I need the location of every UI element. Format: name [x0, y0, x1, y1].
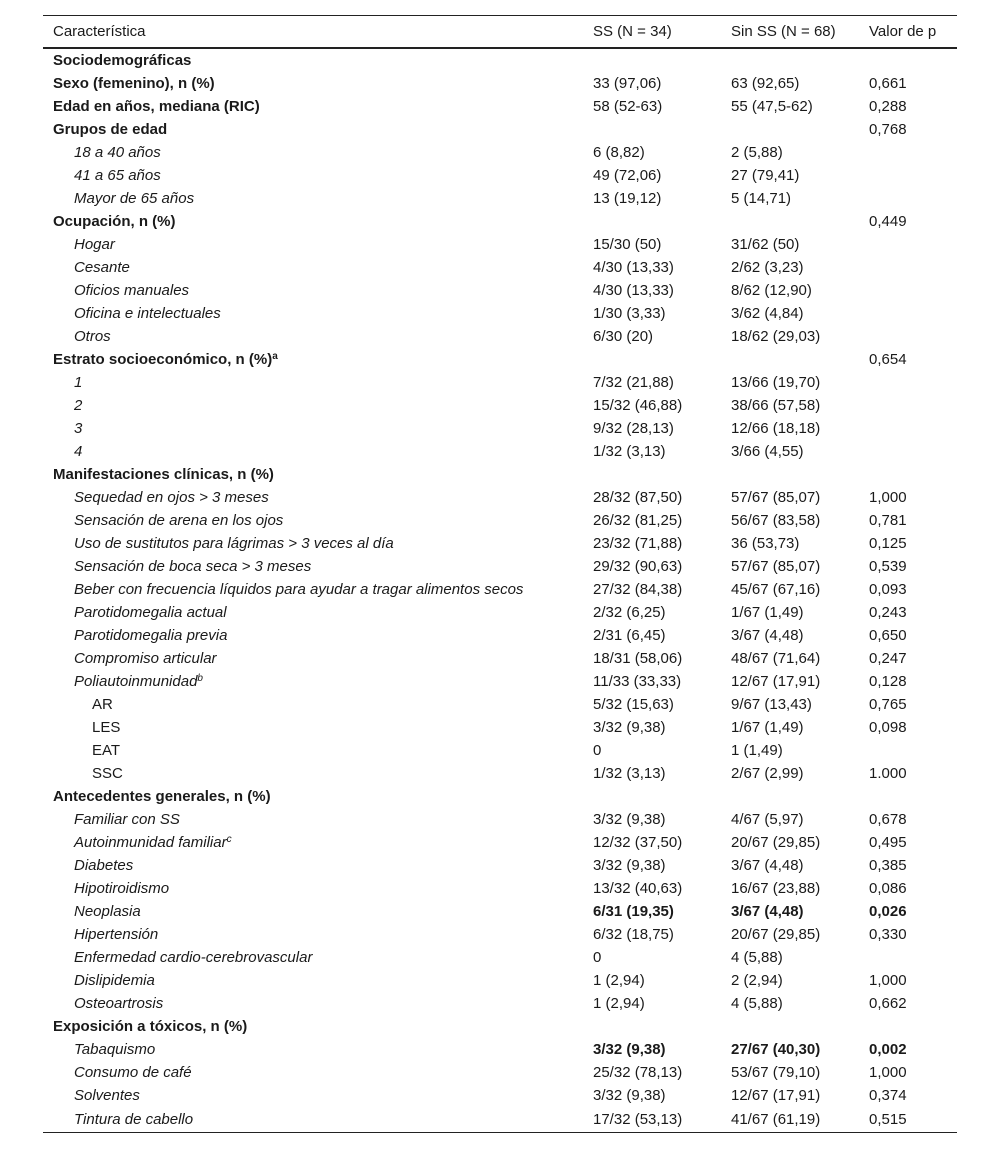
table-row	[43, 716, 957, 739]
sin-ss-value: 12/66 (18,18)	[731, 419, 821, 437]
sin-ss-value: 36 (53,73)	[731, 534, 800, 552]
table-body	[43, 48, 957, 1133]
sin-ss-value	[721, 1015, 859, 1038]
ss-value: 7/32 (21,88)	[593, 373, 674, 391]
table-row	[43, 808, 957, 831]
row-label-cell	[43, 716, 583, 739]
row-label-cell	[43, 118, 583, 141]
sin-ss-value: 57/67 (85,07)	[731, 557, 821, 575]
table-row	[43, 693, 957, 716]
p-value	[859, 785, 957, 808]
ss-value: 0	[593, 741, 602, 759]
p-value: 0,781	[869, 511, 907, 529]
p-value	[859, 739, 957, 762]
table-row	[43, 831, 957, 854]
ss-value: 0	[593, 948, 602, 966]
row-label-cell	[43, 1084, 583, 1107]
sin-ss-value: 4 (5,88)	[731, 948, 783, 966]
sin-ss-value: 12/67 (17,91)	[731, 672, 821, 690]
row-label-cell	[43, 647, 583, 670]
sin-ss-value: 4/67 (5,97)	[731, 810, 804, 828]
sin-ss-value: 27/67 (40,30)	[731, 1040, 821, 1058]
ss-value: 28/32 (87,50)	[593, 488, 683, 506]
sin-ss-value: 20/67 (29,85)	[731, 925, 821, 943]
row-label-cell	[43, 877, 583, 900]
row-label: Familiar con SS	[74, 810, 180, 828]
row-label: Consumo de café	[74, 1063, 192, 1081]
row-label: Solventes	[74, 1086, 140, 1104]
row-label: Parotidomegalia previa	[74, 626, 228, 644]
table-row	[43, 946, 957, 969]
row-label: Estrato socioeconómico, n (%)	[53, 350, 273, 368]
ss-value: 1/32 (3,13)	[593, 764, 666, 782]
sin-ss-value: 41/67 (61,19)	[721, 1107, 859, 1133]
sin-ss-value: 2 (5,88)	[731, 143, 783, 161]
row-label: Tabaquismo	[74, 1040, 156, 1058]
row-label: Osteoartrosis	[74, 994, 164, 1012]
row-label-cell	[43, 164, 583, 187]
ss-value: 3/32 (9,38)	[593, 810, 666, 828]
row-label-cell	[43, 141, 583, 164]
table-row	[43, 279, 957, 302]
table-row	[43, 118, 957, 141]
row-label: Mayor de 65 años	[74, 189, 195, 207]
ss-value: 2/31 (6,45)	[593, 626, 666, 644]
sin-ss-value: 2 (2,94)	[731, 971, 783, 989]
p-value: 0,661	[869, 74, 907, 92]
ss-value: 3/32 (9,38)	[593, 1086, 666, 1104]
table-row	[43, 854, 957, 877]
row-label-cell	[43, 486, 583, 509]
table-row	[43, 1107, 957, 1133]
row-label-cell	[43, 762, 583, 785]
row-label: Neoplasia	[74, 902, 141, 920]
row-label-cell	[43, 923, 583, 946]
p-value	[859, 233, 957, 256]
ss-value	[583, 785, 721, 808]
table-row	[43, 601, 957, 624]
table-row	[43, 1015, 957, 1038]
row-label: Compromiso articular	[74, 649, 217, 667]
table-row	[43, 992, 957, 1015]
ss-value: 25/32 (78,13)	[593, 1063, 683, 1081]
row-label: Sexo (femenino), n (%)	[53, 74, 215, 92]
p-value: 0,125	[869, 534, 907, 552]
table-row	[43, 486, 957, 509]
ss-value: 11/33 (33,33)	[593, 672, 682, 690]
table-row	[43, 1038, 957, 1061]
table-row	[43, 1084, 957, 1107]
row-label: Beber con frecuencia líquidos para ayudar a tragar alimentos secos	[74, 580, 524, 598]
p-value: 0,768	[869, 120, 907, 138]
ss-value: 3/32 (9,38)	[593, 1040, 666, 1058]
p-value: 0,650	[869, 626, 907, 644]
sin-ss-value: 3/67 (4,48)	[731, 856, 804, 874]
table-row	[43, 187, 957, 210]
ss-value: 26/32 (81,25)	[593, 511, 683, 529]
sin-ss-value: 53/67 (79,10)	[731, 1063, 821, 1081]
ss-value	[583, 118, 721, 141]
ss-value	[583, 463, 721, 486]
sin-ss-value: 8/62 (12,90)	[731, 281, 812, 299]
row-label-cell	[43, 1107, 583, 1133]
sin-ss-value: 27 (79,41)	[731, 166, 800, 184]
row-label: Autoinmunidad familiar	[74, 833, 227, 851]
row-label-cell	[43, 831, 583, 854]
p-value: 0,515	[859, 1107, 957, 1133]
row-label: 1	[74, 373, 83, 391]
table-row	[43, 164, 957, 187]
table-row	[43, 325, 957, 348]
row-label-cell	[43, 785, 583, 808]
ss-value: 1/32 (3,13)	[593, 442, 666, 460]
sin-ss-value: 5 (14,71)	[731, 189, 792, 207]
sin-ss-value	[721, 348, 859, 371]
row-label-cell	[43, 440, 583, 463]
row-label-cell	[43, 555, 583, 578]
row-label: Grupos de edad	[53, 120, 168, 138]
row-label: Hipotiroidismo	[74, 879, 170, 897]
p-value: 0,449	[869, 212, 907, 230]
table-row	[43, 900, 957, 923]
sin-ss-value: 1/67 (1,49)	[731, 718, 804, 736]
row-label: Oficina e intelectuales	[74, 304, 221, 322]
sin-ss-value: 3/67 (4,48)	[731, 626, 804, 644]
sin-ss-value: 20/67 (29,85)	[731, 833, 821, 851]
ss-value: 13 (19,12)	[593, 189, 662, 207]
sin-ss-value: 56/67 (83,58)	[731, 511, 821, 529]
characteristics-table	[43, 15, 957, 1133]
row-label-cell	[43, 325, 583, 348]
p-value: 0,385	[869, 856, 907, 874]
row-label: Hipertensión	[74, 925, 159, 943]
row-label: Parotidomegalia actual	[74, 603, 227, 621]
sin-ss-value	[721, 48, 859, 72]
row-label-cell	[43, 992, 583, 1015]
row-label: Tintura de cabello	[74, 1110, 194, 1128]
row-label: Sensación de arena en los ojos	[74, 511, 284, 529]
sin-ss-value	[721, 463, 859, 486]
p-value	[859, 141, 957, 164]
row-label-cell	[43, 946, 583, 969]
table-row	[43, 762, 957, 785]
ss-value: 29/32 (90,63)	[593, 557, 683, 575]
table-row	[43, 394, 957, 417]
row-label-cell	[43, 371, 583, 394]
row-label: Dislipidemia	[74, 971, 155, 989]
ss-value: 9/32 (28,13)	[593, 419, 674, 437]
table-row	[43, 670, 957, 693]
table-row	[43, 463, 957, 486]
row-label-cell	[43, 1038, 583, 1061]
ss-value: 23/32 (71,88)	[593, 534, 683, 552]
p-value: 1,000	[869, 971, 907, 989]
table-row	[43, 624, 957, 647]
row-label: 3	[74, 419, 83, 437]
sin-ss-value	[721, 785, 859, 808]
p-value	[859, 256, 957, 279]
table-row	[43, 923, 957, 946]
row-label-cell	[43, 417, 583, 440]
table-row	[43, 302, 957, 325]
row-label: Oficios manuales	[74, 281, 190, 299]
p-value: 0,026	[869, 902, 907, 920]
table-row	[43, 1061, 957, 1084]
ss-value: 17/32 (53,13)	[583, 1107, 721, 1133]
row-label-cell	[43, 509, 583, 532]
ss-value: 58 (52-63)	[593, 97, 663, 115]
ss-value: 2/32 (6,25)	[593, 603, 666, 621]
table-row	[43, 417, 957, 440]
row-label: SSC	[92, 764, 123, 782]
table-row	[43, 532, 957, 555]
sin-ss-value: 31/62 (50)	[731, 235, 800, 253]
row-label: EAT	[92, 741, 121, 759]
p-value: 0,678	[869, 810, 907, 828]
p-value: 0,654	[869, 350, 907, 368]
row-label: Sensación de boca seca > 3 meses	[74, 557, 312, 575]
sin-ss-value: 63 (92,65)	[731, 74, 800, 92]
row-label: LES	[92, 718, 121, 736]
row-label-cell	[43, 463, 583, 486]
row-label: Diabetes	[74, 856, 134, 874]
p-value	[859, 394, 957, 417]
row-label-cell	[43, 256, 583, 279]
row-label-cell	[43, 900, 583, 923]
row-label-cell	[43, 969, 583, 992]
p-value	[859, 279, 957, 302]
p-value: 1.000	[869, 764, 907, 782]
p-value	[859, 371, 957, 394]
ss-value: 1/30 (3,33)	[593, 304, 666, 322]
row-label: Enfermedad cardio-cerebrovascular	[74, 948, 313, 966]
table-row	[43, 509, 957, 532]
sin-ss-value: 4 (5,88)	[731, 994, 783, 1012]
table-row	[43, 210, 957, 233]
p-value: 0,093	[869, 580, 907, 598]
header-ss: SS (N = 34)	[583, 16, 721, 48]
row-label: 2	[74, 396, 83, 414]
footnote-marker: b	[197, 672, 203, 684]
header-caracteristica: Característica	[43, 16, 583, 48]
table-row	[43, 95, 957, 118]
table-row	[43, 578, 957, 601]
p-value: 0,765	[869, 695, 907, 713]
row-label: Sociodemográficas	[53, 51, 192, 69]
ss-value: 18/31 (58,06)	[593, 649, 683, 667]
row-label-cell	[43, 72, 583, 95]
ss-value: 6/30 (20)	[593, 327, 654, 345]
table-row	[43, 72, 957, 95]
ss-value	[583, 348, 721, 371]
p-value: 0,662	[869, 994, 907, 1012]
row-label: Sequedad en ojos > 3 meses	[74, 488, 269, 506]
row-label: Hogar	[74, 235, 115, 253]
p-value: 0,128	[869, 672, 907, 690]
sin-ss-value: 18/62 (29,03)	[731, 327, 821, 345]
row-label-cell	[43, 624, 583, 647]
p-value	[859, 48, 957, 72]
ss-value: 1 (2,94)	[593, 971, 645, 989]
row-label-cell	[43, 95, 583, 118]
ss-value: 5/32 (15,63)	[593, 695, 674, 713]
sin-ss-value: 48/67 (71,64)	[731, 649, 821, 667]
p-value: 0,243	[869, 603, 907, 621]
row-label-cell	[43, 279, 583, 302]
row-label-cell	[43, 739, 583, 762]
ss-value	[583, 210, 721, 233]
ss-value	[583, 1015, 721, 1038]
row-label: Cesante	[74, 258, 130, 276]
sin-ss-value	[721, 118, 859, 141]
row-label: Antecedentes generales, n (%)	[53, 787, 271, 805]
row-label-cell	[43, 233, 583, 256]
table-row	[43, 969, 957, 992]
ss-value: 4/30 (13,33)	[593, 281, 674, 299]
row-label: 18 a 40 años	[74, 143, 161, 161]
table-row	[43, 877, 957, 900]
row-label-cell	[43, 187, 583, 210]
row-label: Poliautoinmunidad	[74, 672, 198, 690]
table-row	[43, 785, 957, 808]
table-row	[43, 647, 957, 670]
ss-value: 6/31 (19,35)	[593, 902, 674, 920]
table-header	[43, 16, 957, 48]
p-value	[859, 164, 957, 187]
p-value: 0,098	[869, 718, 907, 736]
table-row	[43, 233, 957, 256]
sin-ss-value: 45/67 (67,16)	[731, 580, 821, 598]
table-row	[43, 371, 957, 394]
table-row	[43, 440, 957, 463]
p-value: 0,086	[869, 879, 907, 897]
p-value	[859, 302, 957, 325]
row-label: 41 a 65 años	[74, 166, 161, 184]
sin-ss-value: 9/67 (13,43)	[731, 695, 812, 713]
sin-ss-value: 13/66 (19,70)	[731, 373, 821, 391]
p-value	[859, 325, 957, 348]
header-valor-p: Valor de p	[859, 16, 957, 48]
ss-value: 4/30 (13,33)	[593, 258, 674, 276]
row-label: Exposición a tóxicos, n (%)	[53, 1017, 248, 1035]
p-value	[859, 440, 957, 463]
p-value: 0,495	[869, 833, 907, 851]
sin-ss-value: 3/62 (4,84)	[731, 304, 804, 322]
table-row	[43, 48, 957, 72]
p-value	[859, 187, 957, 210]
row-label-cell	[43, 854, 583, 877]
row-label: Ocupación, n (%)	[53, 212, 176, 230]
sin-ss-value	[721, 210, 859, 233]
ss-value: 27/32 (84,38)	[593, 580, 683, 598]
p-value: 1,000	[869, 488, 907, 506]
p-value: 0,288	[869, 97, 907, 115]
row-label-cell	[43, 210, 583, 233]
ss-value: 33 (97,06)	[593, 74, 662, 92]
ss-value: 1 (2,94)	[593, 994, 645, 1012]
p-value: 0,247	[869, 649, 907, 667]
sin-ss-value: 12/67 (17,91)	[731, 1086, 821, 1104]
p-value: 0,539	[869, 557, 907, 575]
footnote-marker: a	[272, 350, 278, 362]
row-label-cell	[43, 302, 583, 325]
table-row	[43, 739, 957, 762]
row-label: AR	[92, 695, 113, 713]
row-label-cell	[43, 1061, 583, 1084]
row-label-cell	[43, 1015, 583, 1038]
sin-ss-value: 3/67 (4,48)	[731, 902, 804, 920]
table-row	[43, 348, 957, 371]
ss-value: 12/32 (37,50)	[593, 833, 683, 851]
ss-value: 6 (8,82)	[593, 143, 645, 161]
ss-value: 3/32 (9,38)	[593, 856, 666, 874]
table-container	[43, 15, 957, 1133]
p-value: 1,000	[869, 1063, 907, 1081]
sin-ss-value: 2/62 (3,23)	[731, 258, 804, 276]
row-label-cell	[43, 394, 583, 417]
sin-ss-value: 1/67 (1,49)	[731, 603, 804, 621]
row-label-cell	[43, 578, 583, 601]
header-sin-ss: Sin SS (N = 68)	[721, 16, 859, 48]
sin-ss-value: 57/67 (85,07)	[731, 488, 821, 506]
p-value: 0,374	[869, 1086, 907, 1104]
header-row	[43, 16, 957, 48]
row-label-cell	[43, 808, 583, 831]
ss-value: 15/30 (50)	[593, 235, 662, 253]
row-label: 4	[74, 442, 83, 460]
p-value	[859, 1015, 957, 1038]
row-label: Edad en años, mediana (RIC)	[53, 97, 260, 115]
row-label-cell	[43, 348, 583, 371]
table-row	[43, 256, 957, 279]
sin-ss-value: 3/66 (4,55)	[731, 442, 804, 460]
p-value	[859, 417, 957, 440]
table-row	[43, 141, 957, 164]
table-row	[43, 555, 957, 578]
sin-ss-value: 2/67 (2,99)	[731, 764, 804, 782]
p-value	[859, 463, 957, 486]
sin-ss-value: 38/66 (57,58)	[731, 396, 821, 414]
row-label-cell	[43, 48, 583, 72]
row-label: Uso de sustitutos para lágrimas > 3 veces al día	[74, 534, 394, 552]
ss-value: 49 (72,06)	[593, 166, 662, 184]
row-label-cell	[43, 693, 583, 716]
p-value	[859, 946, 957, 969]
footnote-marker: c	[226, 833, 232, 845]
ss-value	[583, 48, 721, 72]
ss-value: 13/32 (40,63)	[593, 879, 683, 897]
sin-ss-value: 1 (1,49)	[731, 741, 783, 759]
ss-value: 6/32 (18,75)	[593, 925, 674, 943]
row-label: Otros	[74, 327, 111, 345]
row-label-cell	[43, 532, 583, 555]
p-value: 0,330	[869, 925, 907, 943]
sin-ss-value: 16/67 (23,88)	[731, 879, 821, 897]
row-label-cell	[43, 601, 583, 624]
ss-value: 15/32 (46,88)	[593, 396, 683, 414]
p-value: 0,002	[869, 1040, 907, 1058]
ss-value: 3/32 (9,38)	[593, 718, 666, 736]
row-label-cell	[43, 670, 583, 693]
row-label: Manifestaciones clínicas, n (%)	[53, 465, 274, 483]
sin-ss-value: 55 (47,5-62)	[731, 97, 813, 115]
